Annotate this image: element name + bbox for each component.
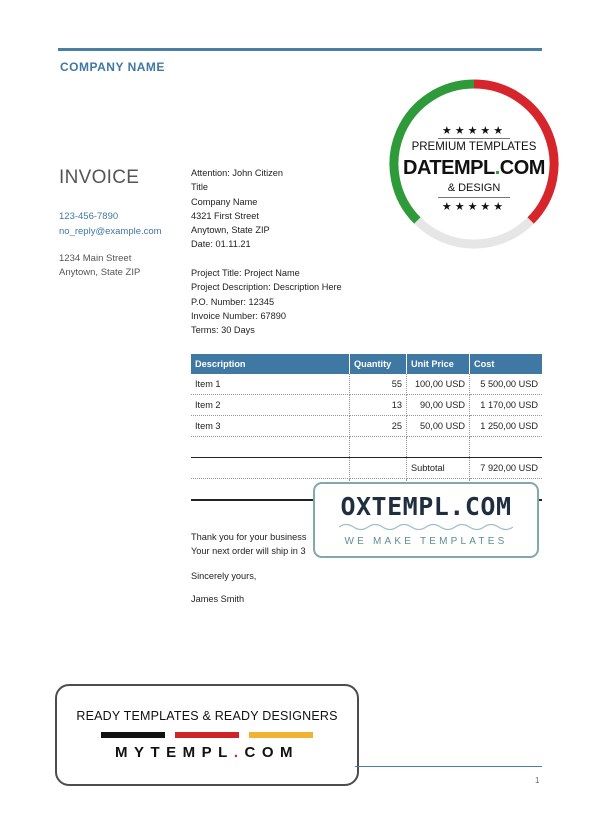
- item-quantity: 25: [350, 416, 407, 437]
- table-header-row: [191, 354, 542, 374]
- project-line: Terms: 30 Days: [191, 325, 255, 336]
- invoice-date: Date: 01.11.21: [191, 239, 251, 250]
- recipient-line: Company Name: [191, 196, 258, 207]
- subtotal-value: 7 920,00 USD: [470, 458, 543, 479]
- mytempl-title: READY TEMPLATES & READY DESIGNERS: [76, 709, 338, 723]
- bottom-rule: [355, 766, 542, 767]
- mytempl-bar-black: [101, 732, 165, 738]
- top-rule: [58, 48, 542, 51]
- oxtempl-watermark: [313, 482, 539, 558]
- badge-stars-bottom: ★★★★★: [441, 201, 507, 213]
- badge-brand: DATEMPL.COM: [403, 157, 545, 179]
- item-cost: 1 250,00 USD: [470, 416, 543, 437]
- item-unit-price: 100,00 USD: [407, 374, 470, 395]
- table-row-empty: [191, 437, 542, 458]
- invoice-table: [191, 354, 542, 501]
- sender-address-line: Anytown, State ZIP: [59, 267, 141, 278]
- sender-address-line: 1234 Main Street: [59, 253, 132, 264]
- column-header: Quantity: [350, 354, 407, 374]
- recipient-line: Title: [191, 182, 209, 193]
- column-header: Description: [191, 354, 350, 374]
- signer-name: James Smith: [191, 594, 245, 604]
- item-quantity: 55: [350, 374, 407, 395]
- badge-premium-label: PREMIUM TEMPLATES: [411, 141, 537, 153]
- badge-design-label: & DESIGN: [447, 182, 501, 194]
- project-line: Project Title: Project Name: [191, 268, 300, 278]
- badge-stars-top: ★★★★★: [441, 125, 507, 137]
- subtotal-row: [191, 458, 542, 479]
- project-line: Project Description: Description Here: [191, 282, 342, 293]
- project-line: Invoice Number: 67890: [191, 310, 286, 321]
- item-description: Item 1: [191, 374, 350, 395]
- project-block: [191, 266, 342, 337]
- column-header: Unit Price: [407, 354, 470, 374]
- item-cost: 5 500,00 USD: [470, 374, 543, 395]
- page-number: 1: [535, 776, 540, 785]
- mytempl-bar-yellow: [249, 732, 313, 738]
- invoice-title: INVOICE: [59, 167, 140, 188]
- column-header: Cost: [470, 354, 543, 374]
- item-description: Item 2: [191, 395, 350, 416]
- mytempl-watermark: [55, 684, 359, 786]
- item-cost: 1 170,00 USD: [470, 395, 543, 416]
- oxtempl-wave-divider: [339, 522, 513, 532]
- item-unit-price: 90,00 USD: [407, 395, 470, 416]
- badge-divider: [438, 138, 510, 139]
- recipient-line: 4321 First Street: [191, 210, 259, 221]
- recipient-line: Anytown, State ZIP: [191, 225, 270, 236]
- table-row: [191, 416, 542, 437]
- sender-email[interactable]: no_reply@example.com: [59, 226, 162, 237]
- item-unit-price: 50,00 USD: [407, 416, 470, 437]
- badge-divider: [438, 197, 510, 198]
- mytempl-url: MYTEMPL.COM: [114, 744, 299, 761]
- sign-off: Sincerely yours,: [191, 571, 257, 581]
- table-row: [191, 395, 542, 416]
- item-description: Item 3: [191, 416, 350, 437]
- oxtempl-subtitle: WE MAKE TEMPLATES: [344, 536, 508, 547]
- sender-contact: [59, 209, 162, 239]
- mytempl-bar-red: [175, 732, 239, 738]
- recipient-line: Attention: John Citizen: [191, 168, 283, 178]
- premium-templates-badge: [388, 78, 560, 250]
- item-quantity: 13: [350, 395, 407, 416]
- shipping-line: Your next order will ship in 3: [191, 546, 306, 556]
- project-line: P.O. Number: 12345: [191, 296, 275, 307]
- subtotal-label: Subtotal: [407, 458, 470, 479]
- thank-you-line: Thank you for your business: [191, 532, 307, 542]
- sender-address: [59, 252, 140, 280]
- oxtempl-title: OXTEMPL.COM: [340, 492, 512, 521]
- recipient-block: [191, 166, 283, 252]
- sender-phone[interactable]: 123-456-7890: [59, 211, 119, 222]
- table-row: [191, 374, 542, 395]
- company-name: COMPANY NAME: [60, 60, 165, 74]
